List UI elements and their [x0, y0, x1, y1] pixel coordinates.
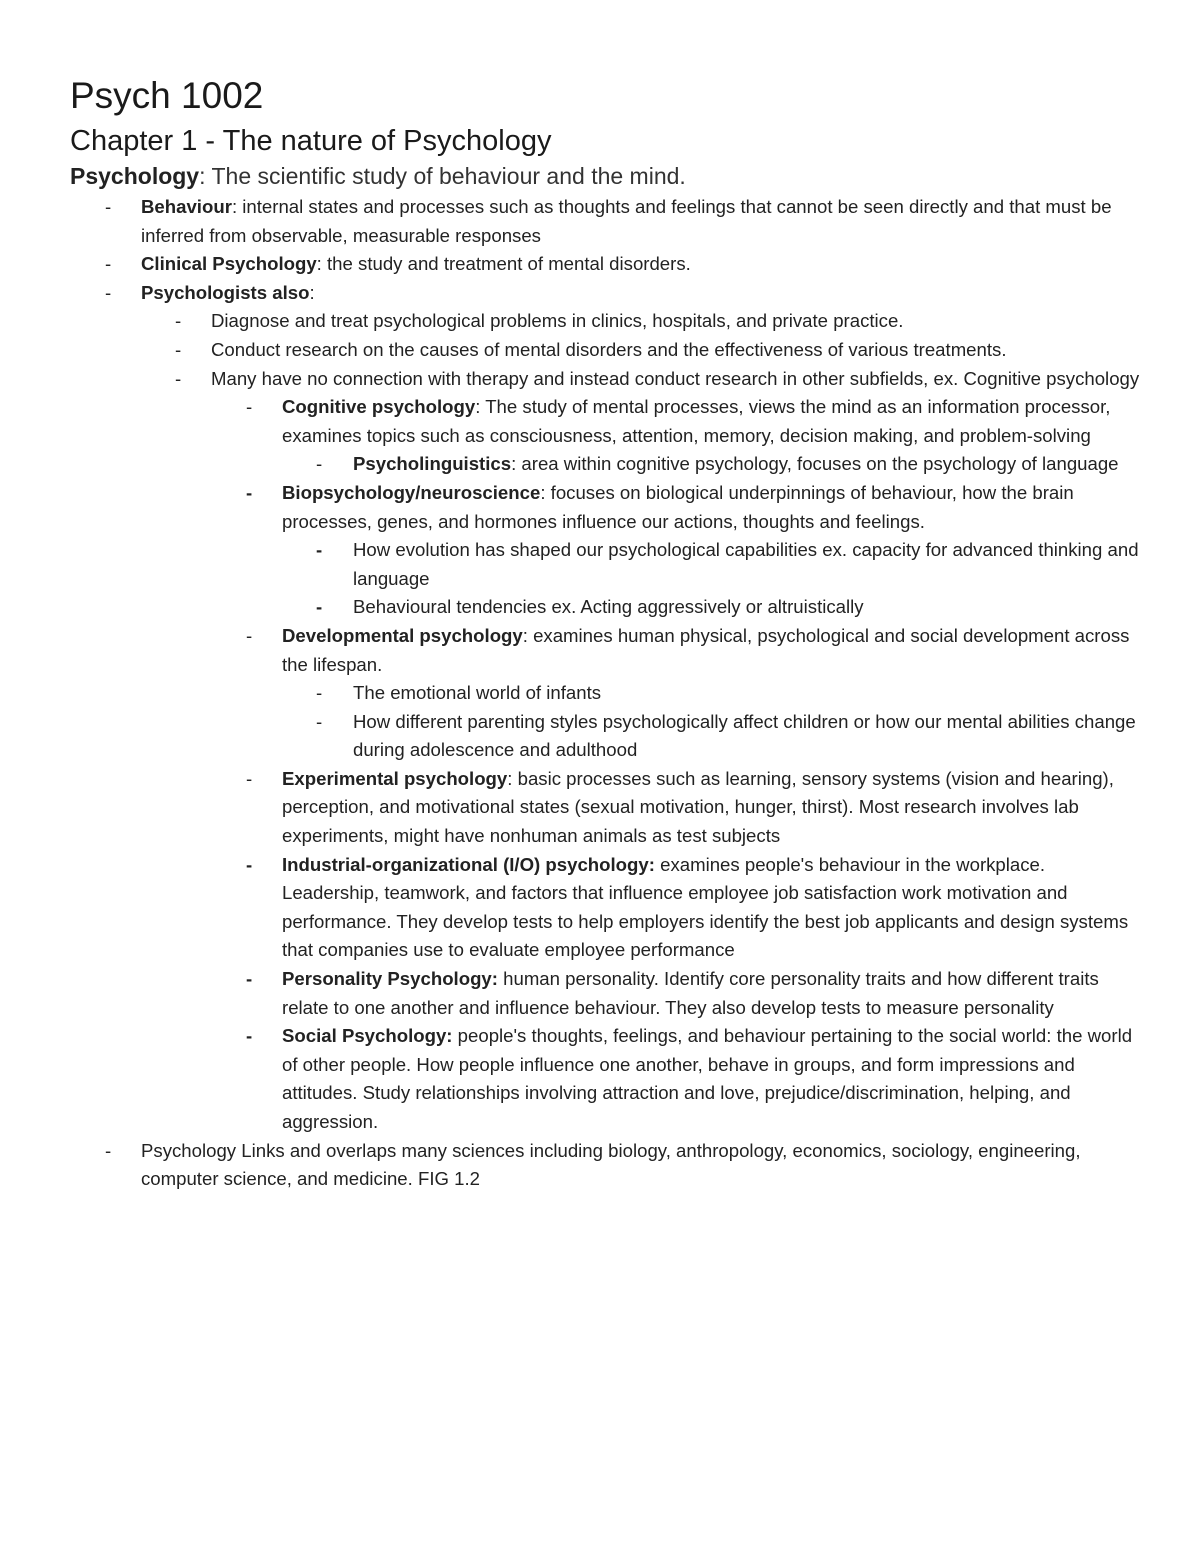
item-term: Industrial-organizational (I/O) psychology:: [282, 853, 655, 875]
bullet-dash: -: [175, 367, 182, 389]
item-text: :: [309, 281, 315, 303]
document-page: [70, 74, 1140, 1194]
list-item-clinical-psychology: [70, 250, 1140, 279]
psychology-definition: [70, 160, 1140, 192]
bullet-dash: -: [316, 710, 323, 732]
bullet-dash: -: [246, 853, 253, 875]
item-term: Biopsychology/neuroscience: [282, 481, 541, 503]
item-text: Psychology Links and overlaps many sciences including biology, anthropology, economics, sociology, engineering, computer science, and medicine. FIG 1.2: [141, 1139, 1081, 1190]
bullet-dash: -: [105, 253, 112, 275]
item-term: Personality Psychology:: [282, 968, 498, 990]
item-term: Psychologists also: [141, 281, 310, 303]
list-item-no-connection: [70, 365, 1140, 394]
bullet-dash: -: [246, 968, 253, 990]
item-text: How different parenting styles psychologically affect children or how our mental abilities change during adolescence and adulthood: [353, 710, 1136, 761]
item-text: Conduct research on the causes of mental disorders and the effectiveness of various treatments.: [211, 338, 1007, 360]
item-term: Developmental psychology: [282, 624, 523, 646]
bullet-dash: -: [105, 281, 112, 303]
list-item-io-psychology: [70, 851, 1140, 965]
item-text: Diagnose and treat psychological problems in clinics, hospitals, and private practice.: [211, 310, 904, 332]
item-term: Clinical Psychology: [141, 253, 317, 275]
item-text: How evolution has shaped our psychological capabilities ex. capacity for advanced thinking and language: [353, 539, 1139, 589]
definition-term: Psychology: [70, 163, 200, 189]
bullet-dash: -: [175, 338, 182, 360]
list-item-biopsychology: [70, 479, 1140, 536]
item-text: : focuses on biological underpinnings of behaviour, how the brain processes, genes, and hormones influence our actions, thoughts and feelings.: [282, 481, 1074, 532]
list-item-behaviour: [70, 193, 1140, 250]
definition-text: : The scientific study of behaviour and the mind.: [199, 163, 686, 189]
item-text: : basic processes such as learning, sensory systems (vision and hearing), perception, and motivational states (sexual motivation, hunger, thirst). Most research involves lab experiments, might have nonhuman animals as test subjects: [282, 767, 1114, 847]
list-item-experimental-psychology: [70, 765, 1140, 851]
bullet-dash: -: [246, 624, 253, 646]
item-term: Psycholinguistics: [353, 453, 512, 475]
item-text: : examines human physical, psychological and social development across the lifespan.: [282, 624, 1130, 675]
list-item-behavioural-tendencies: [70, 593, 1140, 622]
item-text: : area within cognitive psychology, focuses on the psychology of language: [511, 453, 1119, 475]
item-term: Experimental psychology: [282, 767, 508, 789]
bullet-dash: -: [316, 453, 323, 475]
bullet-dash: -: [246, 396, 253, 418]
list-item-parenting-styles: [70, 708, 1140, 765]
item-text: : the study and treatment of mental disorders.: [316, 253, 691, 275]
bullet-dash: -: [246, 1025, 253, 1047]
chapter-heading: Chapter 1 - The nature of Psychology: [70, 125, 552, 157]
bullet-dash: -: [175, 310, 182, 332]
list-item-psycholinguistics: [70, 450, 1140, 479]
bullet-dash: -: [246, 481, 253, 503]
bullet-dash: -: [316, 682, 323, 704]
list-item-psychologists-also: [70, 279, 1140, 308]
document-title: Psych 1002: [70, 75, 264, 116]
list-item-social-psychology: [70, 1022, 1140, 1136]
item-text: Behavioural tendencies ex. Acting aggressively or altruistically: [353, 596, 864, 618]
item-term: Behaviour: [141, 196, 232, 217]
item-text: : The study of mental processes, views the mind as an information processor, examines topics such as consciousness, attention, memory, decision making, and problem-solving: [282, 396, 1111, 446]
item-text: people's thoughts, feelings, and behaviour pertaining to the social world: the world of other people. How people influence one another, behave in groups, and form impressions and attitudes. Study relationships involving attraction and love, prejudice/discrimination, helping, and aggression.: [282, 1025, 1133, 1132]
list-item-evolution: [70, 536, 1140, 593]
list-item-conduct-research: [70, 336, 1140, 365]
list-item-cognitive-psychology: [70, 393, 1140, 450]
notes-list: [70, 193, 1140, 1194]
list-item-personality-psychology: [70, 965, 1140, 1022]
bullet-dash: -: [316, 539, 323, 561]
item-term: Cognitive psychology: [282, 396, 476, 418]
item-text: : internal states and processes such as thoughts and feelings that cannot be seen directly and that must be inferred from observable, measurable responses: [141, 196, 1112, 246]
list-item-links-overlaps: [70, 1137, 1140, 1194]
list-item-developmental-psychology: [70, 622, 1140, 679]
item-text: human personality. Identify core personality traits and how different traits relate to one another and influence behaviour. They also develop tests to measure personality: [282, 968, 1099, 1018]
item-text: examines people's behaviour in the workplace. Leadership, teamwork, and factors that influence employee job satisfaction work motivation and performance. They develop tests to help employers identify the best job applicants and design systems that companies use to evaluate employee performance: [282, 853, 1129, 961]
list-item-diagnose: [70, 307, 1140, 336]
bullet-dash: -: [105, 196, 112, 217]
item-term: Social Psychology:: [282, 1025, 453, 1047]
list-item-infants: [70, 679, 1140, 708]
item-text: Many have no connection with therapy and instead conduct research in other subfields, ex. Cognitive psychology: [211, 367, 1140, 389]
bullet-dash: -: [316, 596, 323, 618]
bullet-dash: -: [246, 767, 253, 789]
bullet-dash: -: [105, 1139, 112, 1161]
item-text: The emotional world of infants: [353, 682, 602, 704]
